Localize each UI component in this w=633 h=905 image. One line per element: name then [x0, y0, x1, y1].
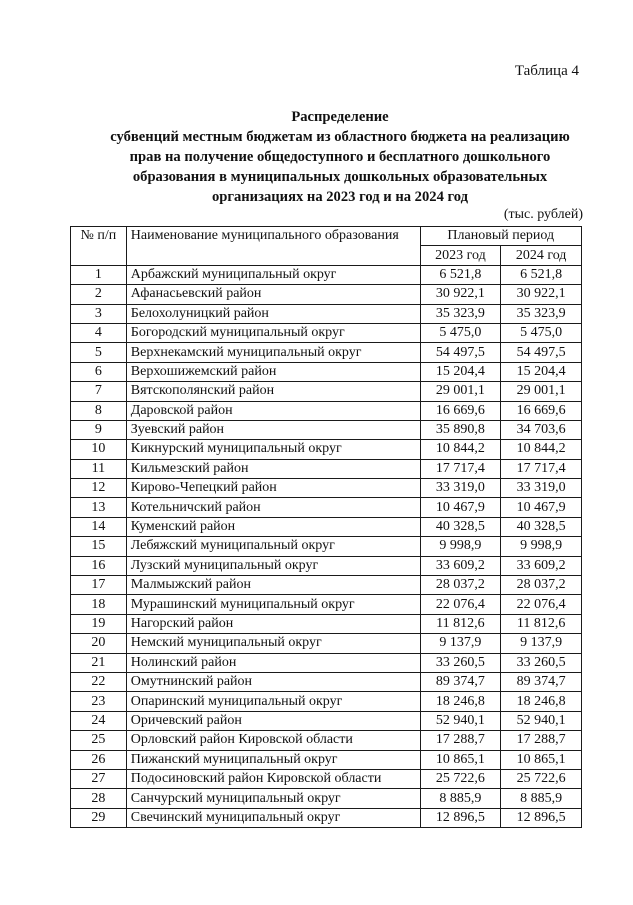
municipality-name-cell: Оричевский район	[126, 711, 420, 730]
value-2024-cell: 89 374,7	[501, 672, 582, 691]
table-row	[71, 459, 582, 478]
municipality-name-cell: Верхошижемский район	[126, 362, 420, 381]
value-2023-cell: 17 288,7	[420, 731, 501, 750]
municipality-name-cell: Нагорский район	[126, 614, 420, 633]
value-2024-cell: 9 137,9	[501, 634, 582, 653]
value-2024-cell: 8 885,9	[501, 789, 582, 808]
title-line: образования в муниципальных дошкольных образовательных	[132, 169, 548, 185]
value-2024-cell: 34 703,6	[501, 420, 582, 439]
row-number-cell: 17	[71, 576, 127, 595]
value-2023-cell: 52 940,1	[420, 711, 501, 730]
value-2024-cell: 15 204,4	[501, 362, 582, 381]
value-2024-cell: 16 669,6	[501, 401, 582, 420]
municipality-name-cell: Зуевский район	[126, 420, 420, 439]
table-row	[71, 672, 582, 691]
value-2024-cell: 12 896,5	[501, 808, 582, 827]
value-2024-cell: 6 521,8	[501, 265, 582, 284]
value-2023-cell: 15 204,4	[420, 362, 501, 381]
row-number-cell: 29	[71, 808, 127, 827]
municipality-name-cell: Афанасьевский район	[126, 285, 420, 304]
row-number-cell: 5	[71, 343, 127, 362]
value-2023-cell: 10 865,1	[420, 750, 501, 769]
value-2023-cell: 25 722,6	[420, 769, 501, 788]
municipality-name-cell: Кильмезский район	[126, 459, 420, 478]
row-number-cell: 25	[71, 731, 127, 750]
table-row	[71, 440, 582, 459]
table-row	[71, 401, 582, 420]
row-number-cell: 22	[71, 672, 127, 691]
table-row	[71, 711, 582, 730]
table-number-label: Таблица 4	[514, 63, 579, 79]
value-2024-cell: 10 467,9	[501, 498, 582, 517]
value-2024-cell: 29 001,1	[501, 382, 582, 401]
municipality-name-cell: Свечинский муниципальный округ	[126, 808, 420, 827]
table-row	[71, 362, 582, 381]
row-number-cell: 3	[71, 304, 127, 323]
municipality-name-cell: Кирово-Чепецкий район	[126, 479, 420, 498]
value-2023-cell: 10 467,9	[420, 498, 501, 517]
municipality-name-cell: Мурашинский муниципальный округ	[126, 595, 420, 614]
row-number-cell: 21	[71, 653, 127, 672]
municipality-name-cell: Верхнекамский муниципальный округ	[126, 343, 420, 362]
value-2023-cell: 28 037,2	[420, 576, 501, 595]
value-2024-cell: 18 246,8	[501, 692, 582, 711]
table-body	[71, 265, 582, 827]
municipality-name-cell: Пижанский муниципальный округ	[126, 750, 420, 769]
value-2023-cell: 9 998,9	[420, 537, 501, 556]
table-row	[71, 750, 582, 769]
row-number-cell: 19	[71, 614, 127, 633]
value-2023-cell: 54 497,5	[420, 343, 501, 362]
table-row	[71, 382, 582, 401]
municipality-name-cell: Немский муниципальный округ	[126, 634, 420, 653]
value-2024-cell: 40 328,5	[501, 517, 582, 536]
value-2024-cell: 17 717,4	[501, 459, 582, 478]
table-row	[71, 285, 582, 304]
table-row	[71, 265, 582, 284]
value-2023-cell: 40 328,5	[420, 517, 501, 536]
table-row	[71, 692, 582, 711]
table-row	[71, 731, 582, 750]
row-number-cell: 24	[71, 711, 127, 730]
municipality-name-cell: Подосиновский район Кировской области	[126, 769, 420, 788]
value-2023-cell: 11 812,6	[420, 614, 501, 633]
municipality-name-cell: Арбажский муниципальный округ	[126, 265, 420, 284]
row-number-cell: 20	[71, 634, 127, 653]
value-2024-cell: 10 844,2	[501, 440, 582, 459]
value-2023-cell: 30 922,1	[420, 285, 501, 304]
table-row	[71, 479, 582, 498]
municipality-name-cell: Вятскополянский район	[126, 382, 420, 401]
value-2023-cell: 33 260,5	[420, 653, 501, 672]
value-2023-cell: 89 374,7	[420, 672, 501, 691]
municipality-name-cell: Даровской район	[126, 401, 420, 420]
municipality-name-cell: Котельничский район	[126, 498, 420, 517]
table-row	[71, 343, 582, 362]
value-2024-cell: 22 076,4	[501, 595, 582, 614]
table-row	[71, 304, 582, 323]
value-2024-cell: 30 922,1	[501, 285, 582, 304]
row-number-cell: 23	[71, 692, 127, 711]
table-row	[71, 576, 582, 595]
table-row	[71, 789, 582, 808]
table-row	[71, 517, 582, 536]
distribution-table	[70, 226, 582, 828]
value-2023-cell: 12 896,5	[420, 808, 501, 827]
value-2023-cell: 35 890,8	[420, 420, 501, 439]
municipality-name-cell: Богородский муниципальный округ	[126, 323, 420, 342]
table-row	[71, 537, 582, 556]
table-row	[71, 498, 582, 517]
table-row	[71, 595, 582, 614]
municipality-name-cell: Санчурский муниципальный округ	[126, 789, 420, 808]
row-number-cell: 27	[71, 769, 127, 788]
value-2023-cell: 9 137,9	[420, 634, 501, 653]
row-number-cell: 18	[71, 595, 127, 614]
row-number-cell: 16	[71, 556, 127, 575]
row-number-cell: 12	[71, 479, 127, 498]
municipality-name-cell: Малмыжский район	[126, 576, 420, 595]
table-row	[71, 614, 582, 633]
value-2024-cell: 28 037,2	[501, 576, 582, 595]
municipality-name-cell: Кикнурский муниципальный округ	[126, 440, 420, 459]
value-2023-cell: 33 319,0	[420, 479, 501, 498]
header-year-2023: 2023 год	[420, 246, 501, 265]
row-number-cell: 14	[71, 517, 127, 536]
municipality-name-cell: Орловский район Кировской области	[126, 731, 420, 750]
header-year-2024: 2024 год	[501, 246, 582, 265]
row-number-cell: 10	[71, 440, 127, 459]
value-2024-cell: 5 475,0	[501, 323, 582, 342]
value-2024-cell: 25 722,6	[501, 769, 582, 788]
value-2024-cell: 33 260,5	[501, 653, 582, 672]
header-number: № п/п	[71, 227, 127, 266]
value-2024-cell: 54 497,5	[501, 343, 582, 362]
value-2023-cell: 33 609,2	[420, 556, 501, 575]
table-row	[71, 769, 582, 788]
title-line: прав на получение общедоступного и бесплатного дошкольного	[129, 149, 551, 165]
title-line: организациях на 2023 год и на 2024 год	[211, 189, 469, 205]
value-2023-cell: 6 521,8	[420, 265, 501, 284]
value-2023-cell: 5 475,0	[420, 323, 501, 342]
row-number-cell: 13	[71, 498, 127, 517]
value-2023-cell: 16 669,6	[420, 401, 501, 420]
header-municipality: Наименование муниципального образования	[126, 227, 420, 266]
value-2024-cell: 17 288,7	[501, 731, 582, 750]
value-2024-cell: 52 940,1	[501, 711, 582, 730]
value-2023-cell: 18 246,8	[420, 692, 501, 711]
row-number-cell: 26	[71, 750, 127, 769]
table-row	[71, 634, 582, 653]
table-row	[71, 808, 582, 827]
municipality-name-cell: Лебяжский муниципальный округ	[126, 537, 420, 556]
municipality-name-cell: Нолинский район	[126, 653, 420, 672]
value-2023-cell: 29 001,1	[420, 382, 501, 401]
row-number-cell: 1	[71, 265, 127, 284]
municipality-name-cell: Лузский муниципальный округ	[126, 556, 420, 575]
value-2024-cell: 35 323,9	[501, 304, 582, 323]
value-2024-cell: 11 812,6	[501, 614, 582, 633]
municipality-name-cell: Куменский район	[126, 517, 420, 536]
table-row	[71, 323, 582, 342]
table-row	[71, 556, 582, 575]
row-number-cell: 6	[71, 362, 127, 381]
title-line: субвенций местным бюджетам из областного бюджета на реализацию	[110, 129, 570, 145]
value-2023-cell: 35 323,9	[420, 304, 501, 323]
header-row	[71, 227, 582, 246]
value-2023-cell: 10 844,2	[420, 440, 501, 459]
row-number-cell: 2	[71, 285, 127, 304]
value-2023-cell: 8 885,9	[420, 789, 501, 808]
value-2023-cell: 17 717,4	[420, 459, 501, 478]
row-number-cell: 15	[71, 537, 127, 556]
row-number-cell: 8	[71, 401, 127, 420]
table-row	[71, 420, 582, 439]
value-2024-cell: 33 609,2	[501, 556, 582, 575]
units-label: (тыс. рублей)	[503, 207, 583, 222]
municipality-name-cell: Омутнинский район	[126, 672, 420, 691]
row-number-cell: 11	[71, 459, 127, 478]
municipality-name-cell: Белохолуницкий район	[126, 304, 420, 323]
row-number-cell: 4	[71, 323, 127, 342]
value-2023-cell: 22 076,4	[420, 595, 501, 614]
header-planned-period: Плановый период	[420, 227, 581, 246]
municipality-name-cell: Опаринский муниципальный округ	[126, 692, 420, 711]
title-line: Распределение	[291, 109, 389, 125]
value-2024-cell: 9 998,9	[501, 537, 582, 556]
table-row	[71, 653, 582, 672]
document-title	[60, 107, 620, 207]
value-2024-cell: 33 319,0	[501, 479, 582, 498]
value-2024-cell: 10 865,1	[501, 750, 582, 769]
row-number-cell: 28	[71, 789, 127, 808]
row-number-cell: 7	[71, 382, 127, 401]
row-number-cell: 9	[71, 420, 127, 439]
